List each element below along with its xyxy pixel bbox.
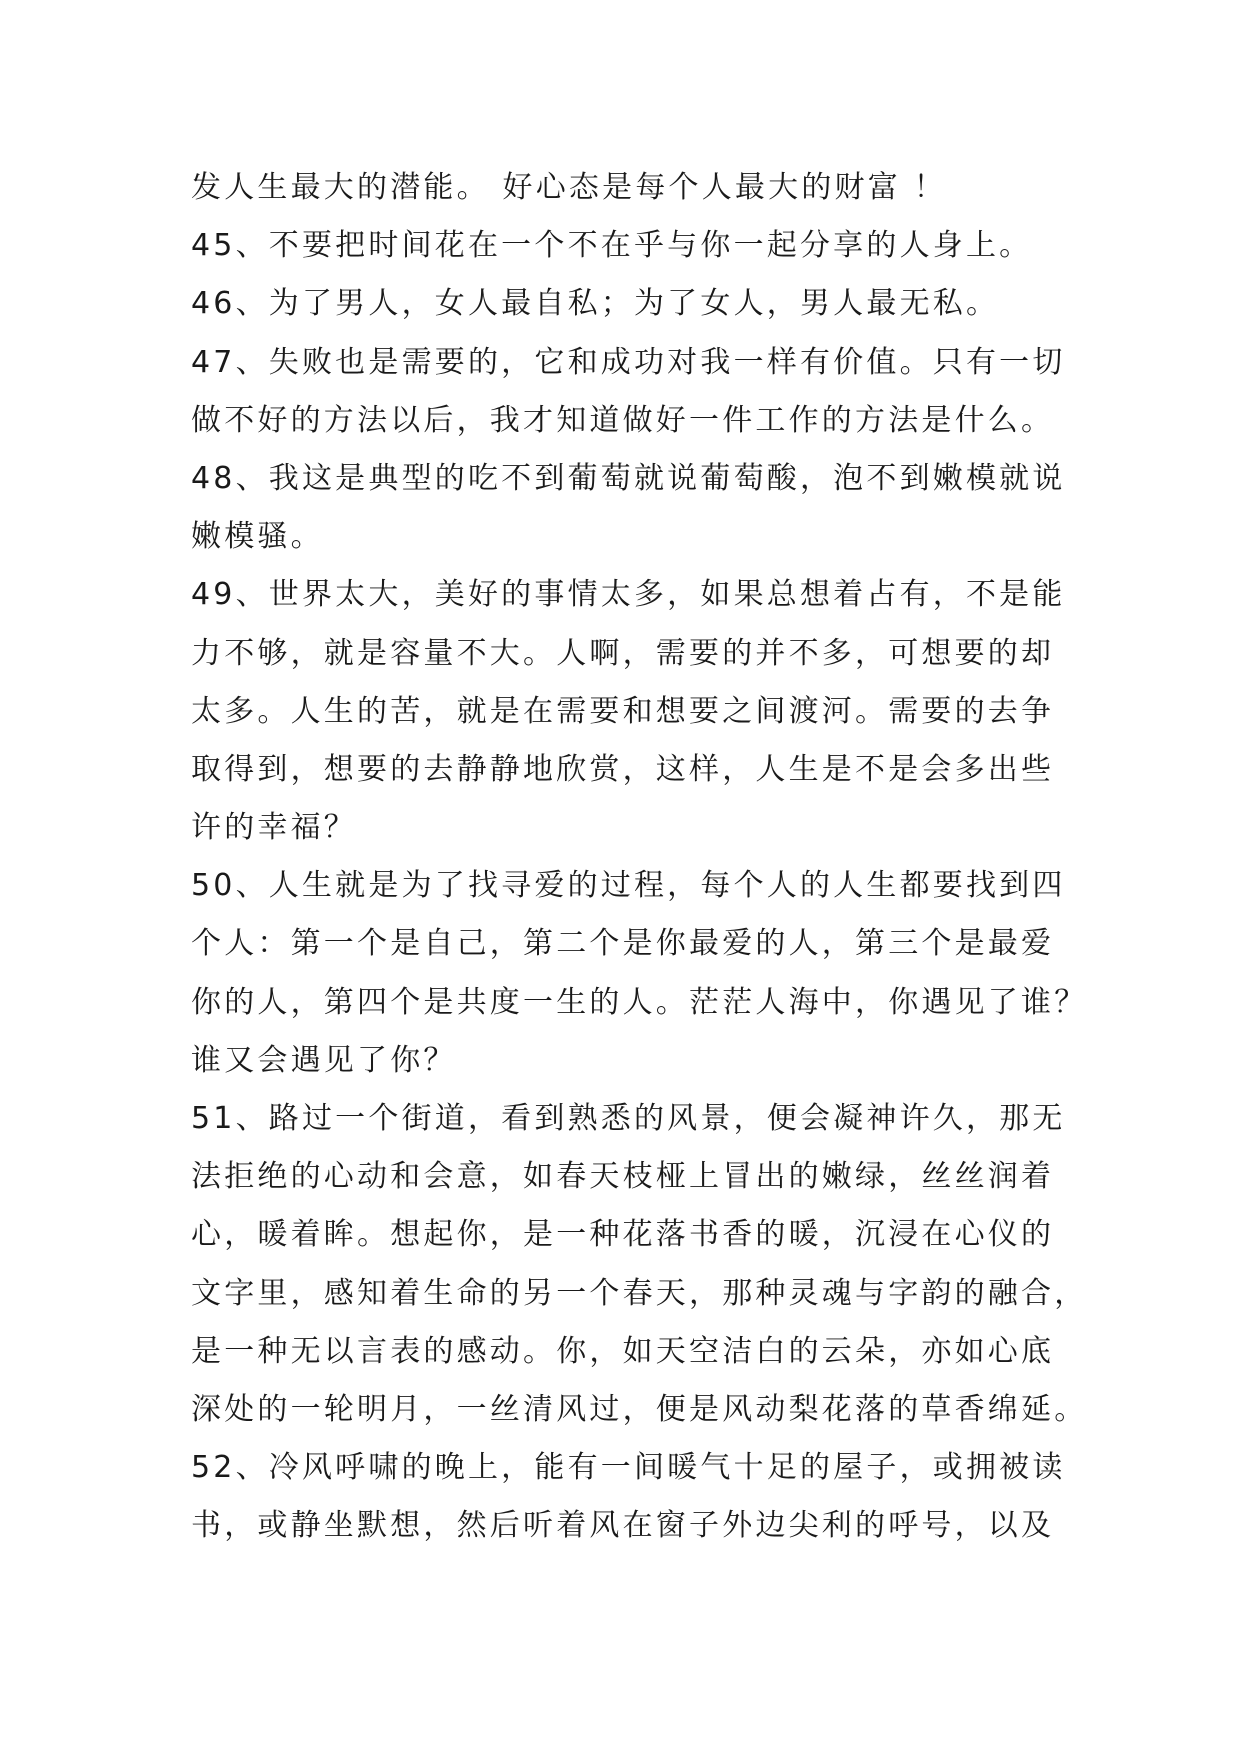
text-line: 太多。人生的苦，就是在需要和想要之间渡河。需要的去争 (191, 693, 1055, 729)
text-line: 取得到，想要的去静静地欣赏，这样，人生是不是会多出些 (191, 751, 1055, 787)
text-line: 48、我这是典型的吃不到葡萄就说葡萄酸，泡不到嫩模就说 (191, 460, 1066, 496)
text-line: 法拒绝的心动和会意，如春天枝桠上冒出的嫩绿，丝丝润着 (191, 1159, 1055, 1195)
text-line: 你的人，第四个是共度一生的人。茫茫人海中，你遇见了谁？ (191, 984, 1088, 1020)
text-body (191, 159, 1088, 1556)
text-line: 深处的一轮明月，一丝清风过，便是风动梨花落的草香绵延。 (191, 1391, 1088, 1427)
text-line: 51、路过一个街道，看到熟悉的风景，便会凝神许久，那无 (191, 1101, 1066, 1136)
text-line: 文字里，感知着生命的另一个春天，那种灵魂与字韵的融合， (191, 1275, 1088, 1311)
text-line: 做不好的方法以后，我才知道做好一件工作的方法是什么。 (191, 402, 1055, 438)
text-line: 52、冷风呼啸的晚上，能有一间暖气十足的屋子，或拥被读 (191, 1450, 1066, 1486)
text-line: 嫩模骚。 (191, 519, 324, 555)
text-line: 45、不要把时间花在一个不在乎与你一起分享的人身上。 (191, 228, 1033, 264)
text-line: 心，暖着眸。想起你，是一种花落书香的暖，沉浸在心仪的 (191, 1217, 1055, 1253)
text-line: 书，或静坐默想，然后听着风在窗子外边尖利的呼号，以及 (191, 1508, 1055, 1544)
text-line: 个人：第一个是自己，第二个是你最爱的人，第三个是最爱 (191, 926, 1055, 962)
text-line: 46、为了男人，女人最自私；为了女人，男人最无私。 (191, 286, 1000, 322)
text-line: 许的幸福？ (191, 810, 357, 846)
text-line: 谁又会遇见了你？ (191, 1042, 457, 1078)
text-line: 是一种无以言表的感动。你，如天空洁白的云朵，亦如心底 (191, 1333, 1055, 1369)
text-line: 50、人生就是为了找寻爱的过程，每个人的人生都要找到四 (191, 868, 1066, 904)
text-line: 发人生最大的潜能。 好心态是每个人最大的财富 ！ (191, 170, 947, 205)
text-line: 力不够，就是容量不大。人啊，需要的并不多，可想要的却 (191, 635, 1055, 671)
text-line: 47、失败也是需要的，它和成功对我一样有价值。只有一切 (191, 344, 1066, 380)
text-line: 49、世界太大，美好的事情太多，如果总想着占有，不是能 (191, 577, 1066, 613)
